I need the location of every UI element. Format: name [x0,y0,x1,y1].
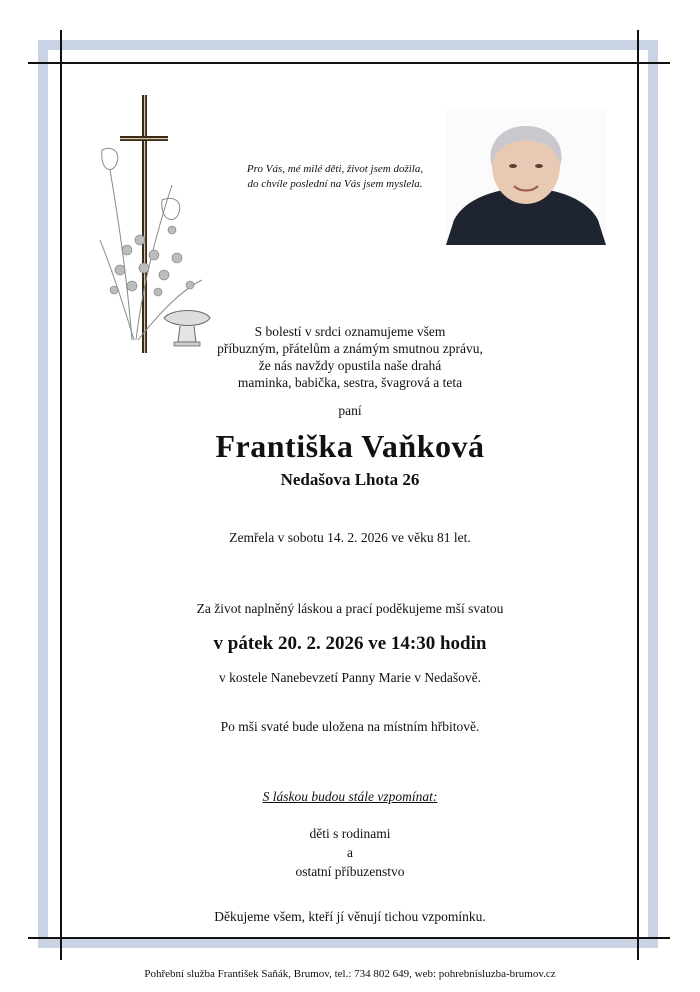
mass-datetime: v pátek 20. 2. 2026 ve 14:30 hodin [213,633,487,654]
closing-line: Děkujeme všem, kteří jí věnují tichou vzpomínku. [214,909,486,924]
poem [230,162,440,192]
top-rule [28,62,670,64]
deceased-address: Nedašova Lhota 26 [280,470,420,489]
announcement-line: že nás navždy opustila naše drahá [258,358,442,373]
announcement-line: S bolestí v srdci oznamujeme všem [254,324,446,339]
mourners-heading: S láskou budou stále vzpomínat: [262,789,438,804]
right-rule [637,30,639,960]
mourners-list [0,824,700,881]
poem-line: do chvíle poslední na Vás jsem myslela. [247,178,423,190]
announcement-line: maminka, babička, sestra, švagrová a teta [237,375,463,390]
mourner-line: ostatní příbuzenstvo [295,864,405,879]
death-notice: Zemřela v sobotu 14. 2. 2026 ve věku 81 let. [229,530,471,545]
mourner-line: a [347,845,353,860]
mourner-line: děti s rodinami [309,826,391,841]
footer: Pohřební služba František Saňák, Brumov, tel.: 734 802 649, web: pohrebnisluzba-brumov.cz [144,968,556,980]
poem-line: Pro Vás, mé milé děti, život jsem dožila, [246,163,424,175]
mass-intro: Za život naplněný láskou a prací poděkujeme mší svatou [196,601,504,616]
announcement [0,323,700,391]
portrait-photo [446,108,606,245]
announcement-line: příbuzným, přátelům a známým smutnou zprávu, [217,341,483,356]
mass-place: v kostele Nanebevzetí Panny Marie v Nedašově. [218,670,482,685]
burial-notice: Po mši svaté bude uložena na místním hřbitově. [220,719,480,734]
bottom-rule [28,937,670,939]
left-rule [60,30,62,960]
cross-lily-icon [92,90,222,358]
deceased-name: Františka Vaňková [215,428,485,464]
salutation: paní [338,403,362,418]
